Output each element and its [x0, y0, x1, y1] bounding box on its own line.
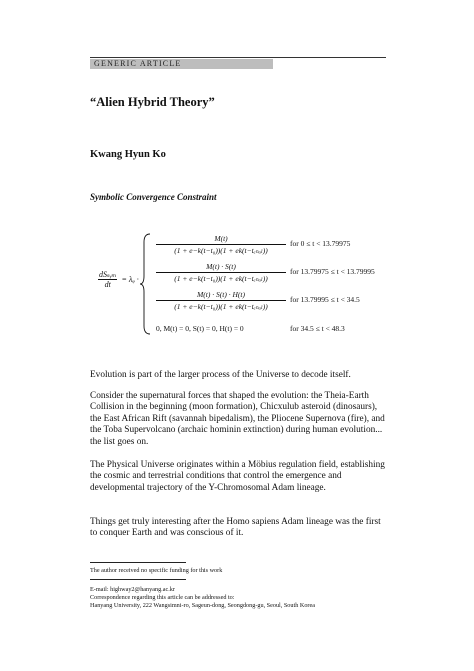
paragraph-4: Things get truly interesting after the Homo sapiens Adam lineage was the first to conquer Earth and was conscious of it.: [90, 517, 381, 539]
case-2-condition: for 13.79975 ≤ t < 13.79995: [290, 267, 375, 276]
lambda-multiplier: = λᵩ ·: [121, 275, 139, 284]
case-1-numerator: M(t): [156, 234, 286, 245]
case-4-condition: for 34.5 ≤ t < 48.3: [290, 324, 345, 333]
author-name: Kwang Hyun Ko: [90, 149, 166, 160]
address-note: Hanyang University, 222 Wangsimni-ro, Sageun-dong, Seongdong-gu, Seoul, South Korea: [90, 602, 315, 609]
cases-brace: [139, 232, 153, 336]
case-2-numerator: M(t) · S(t): [156, 262, 286, 273]
lhs-numerator: dSₛᵧₘ: [99, 270, 117, 279]
paragraph-3: The Physical Universe originates within a Möbius regulation field, establishing the cosmic and terrestrial conditions that control the emergence and developmental trajectory of the Y-Chromosomal Adam lineage.: [90, 460, 385, 493]
paragraph-2: Consider the supernatural forces that shaped the evolution: the Theia-Earth Collision in the beginning (moon formation), Chicxulub asteroid (dinosaurs), the East African Rift (savannah bipedalism), the Pliocene Supernova (fire), and the Toba Supervolcano (archaic hominin extinction) during human evolution... the list goes on.: [90, 391, 385, 447]
email-note: E-mail: highway2@hanyang.ac.kr: [90, 586, 175, 593]
header-rule: [90, 57, 386, 58]
section-heading: Symbolic Convergence Constraint: [90, 192, 217, 202]
case-3-denominator: (1 + e−k(t−t₀))(1 + ek(t−tₑₙₐₗ)): [174, 302, 268, 311]
case-2-denominator: (1 + e−k(t−t₀))(1 + ek(t−tₑₙₐₗ)): [174, 274, 268, 283]
case-1-denominator: (1 + e−k(t−t₀))(1 + ek(t−tₑₙₐₗ)): [174, 246, 268, 255]
article-title: “Alien Hybrid Theory”: [90, 95, 215, 109]
footnote-rule-2: [90, 579, 186, 580]
correspondence-note: Correspondence regarding this article can be addressed to:: [90, 594, 235, 601]
case-3-numerator: M(t) · S(t) · H(t): [156, 290, 286, 301]
paragraph-1: Evolution is part of the larger process of the Universe to decode itself.: [90, 370, 351, 380]
footnote-rule-1: [90, 562, 186, 563]
lhs-denominator: dt: [104, 280, 111, 289]
funding-note: The author received no specific funding for this work: [90, 567, 223, 574]
article-type-label: GENERIC ARTICLE: [94, 59, 182, 68]
equation-lhs: [98, 270, 139, 289]
case-3-condition: for 13.79995 ≤ t < 34.5: [290, 295, 360, 304]
equation-block: [90, 232, 390, 342]
case-1-condition: for 0 ≤ t < 13.79975: [290, 239, 351, 248]
case-4-expression: 0, M(t) = 0, S(t) = 0, H(t) = 0: [156, 324, 244, 333]
